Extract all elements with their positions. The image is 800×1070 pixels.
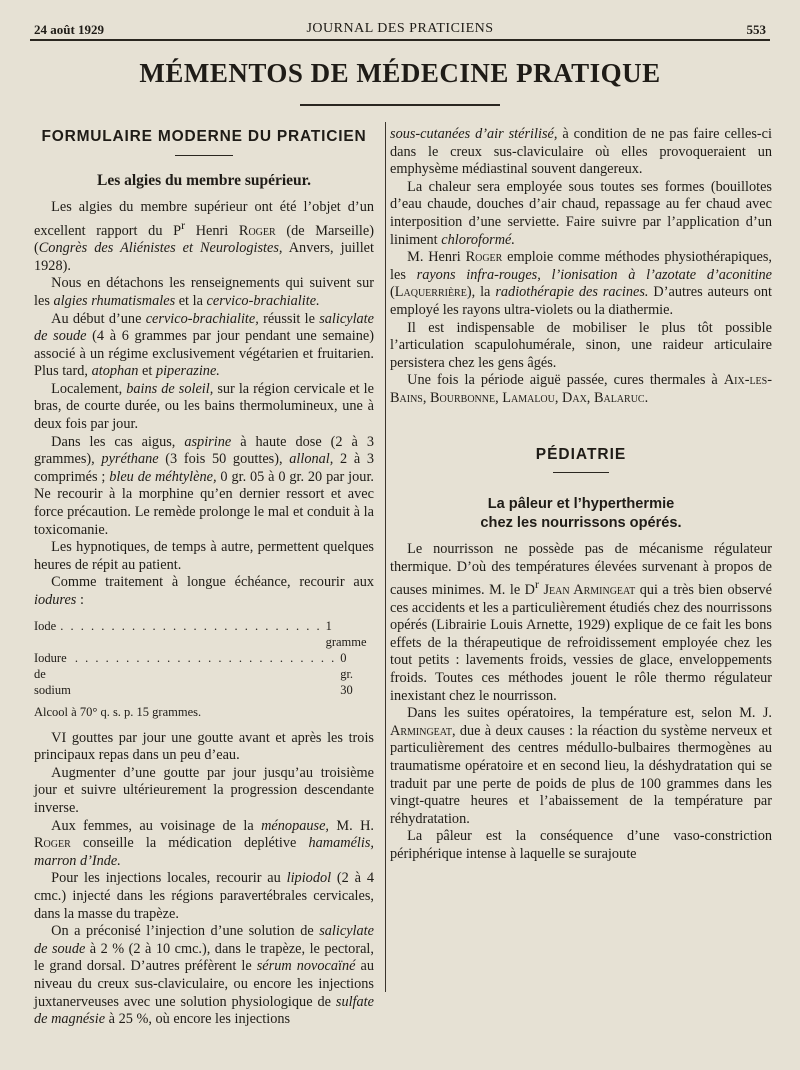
prescription-line: Iode . . . . . . . . . . . . . . . . . . . . . . . . . . 1 gramme	[34, 618, 367, 649]
paragraph: VI gouttes par jour une goutte avant et après les trois principaux repas dans un peu d’eau.	[34, 729, 374, 764]
prescription-line: Iodure de sodium . . . . . . . . . . . . . . . . . . . . . . . . . . 0 gr. 30	[34, 650, 354, 697]
paragraph: sous-cutanées d’air stérilisé, à condition de ne pas faire celles-ci dans le creux sus-claviculaire où elles provoqueraient un emphysème médiastinal souvent dangereux.	[390, 126, 772, 178]
paragraph: Dans les suites opératoires, la température est, selon M. J. Armingeat, due à deux causes : la réaction du système nerveux et particulièrement des centres médullo-bulbaires thermogènes au traumatisme opératoire et en second lieu, la déshydratation qui se traduit par une perte de poids de plus de 100 grammes dans les vingt-quatre heures et l’abaissement de la température par réhydratation.	[390, 705, 772, 827]
prescription-qs: Alcool à 70° q. s. p. 15 grammes.	[34, 704, 202, 719]
paragraph: Localement, bains de soleil, sur la région cervicale et le bras, de courte durée, ou les bains thermolumineux, une à deux fois par jour.	[34, 380, 374, 433]
paragraph: Il est indispensable de mobiliser le plus tôt possible l’articulation scapulohumérale, sinon, une raideur articulaire persistera chez les gens âgés.	[390, 319, 772, 371]
paragraph: Augmenter d’une goutte par jour jusqu’au troisième jour et suivre ultérieurement la progression descendante inverse.	[34, 764, 374, 816]
page-title: MÉMENTOS DE MÉDECINE PRATIQUE	[139, 58, 661, 88]
section-title: FORMULAIRE MODERNE DU PRATICIEN	[41, 128, 367, 145]
paragraph: La chaleur sera employée sous toutes ses formes (bouillotes d’eau chaude, douches d’air chaud, repassage au fer chaud avec interposition d’une serviette. Faire suivre par l’application d’un liniment chloroformé.	[390, 178, 772, 248]
paragraph: La pâleur est la conséquence d’une vaso-constriction périphérique intense à laquelle se surajoute	[390, 828, 772, 862]
header-date: 24 août 1929	[34, 22, 105, 37]
article-title: Les algies du membre supérieur.	[97, 171, 311, 189]
paragraph: Nous en détachons les renseignements qui suivent sur les algies rhumatismales et la cervico-brachialite.	[34, 275, 374, 309]
article-title: La pâleur et l’hyperthermie chez les nourrissons opérés.	[480, 496, 682, 532]
section-title-pediatrie: PÉDIATRIE	[535, 445, 627, 463]
paragraph: On a préconisé l’injection d’une solution de salicylate de soude à 2 % (2 à 10 cmc.), dans le trapèze, le pectoral, le grand dorsal. D’autres préfèrent le sérum novocaïné au niveau du creux sus-claviculaire, ou encore les injections juxtanerveuses avec une solution physiologique de sulfate de magnésie à 25 %, où encore les injections	[34, 923, 374, 1028]
right-column	[390, 126, 772, 864]
header-rule	[30, 39, 770, 41]
paragraph: M. Henri Roger emploie comme méthodes physiothérapiques, les rayons infra-rouges, l’ionisation à l’azotate d’aconitine (Laquerrière), la radiothérapie des racines. D’autres auteurs ont employé les rayons ultra-violets ou la diathermie.	[390, 249, 773, 318]
paragraph: Au début d’une cervico-brachialite, réussit le salicylate de soude (4 à 6 grammes par jour pendant une semaine) associé à un régime exclusivement végétarien et fruitarien. Plus tard, atophan et piperazine.	[34, 310, 375, 380]
paragraph: Aux femmes, au voisinage de la ménopause, M. H. Roger conseille la médication deplétive hamamélis, marron d’Inde.	[34, 817, 374, 869]
section-rule	[553, 472, 609, 473]
header-journal: JOURNAL DES PRATICIENS	[306, 21, 494, 36]
running-header	[34, 18, 766, 40]
prescription	[34, 618, 374, 720]
paragraph: Les algies du membre supérieur ont été l’objet d’un excellent rapport du $P^r$ Henri Roger (de Marseille) (Congrès des Aliénistes et Neurologistes, Anvers, juillet 1928).	[34, 199, 374, 274]
title-rule	[300, 104, 500, 106]
paragraph: Une fois la période aiguë passée, cures thermales à Aix-les-Bains, Bourbonne, Lamalou, Dax, Balaruc.	[390, 372, 772, 406]
paragraph: Comme traitement à longue échéance, recourir aux iodures :	[34, 574, 374, 609]
paragraph: Pour les injections locales, recourir au lipiodol (2 à 4 cmc.) injecté dans les régions paravertébrales cervicales, dans la masse du trapèze.	[34, 870, 374, 922]
column-divider	[385, 122, 386, 992]
section-rule	[175, 155, 233, 156]
paragraph: Dans les cas aigus, aspirine à haute dose (2 à 3 grammes), pyréthane (3 fois 50 gouttes), allonal, 2 à 3 comprimés ; bleu de méhtylène, 0 gr. 05 à 0 gr. 20 par jour. Ne recourir à la morphine qu’en dernier ressort et avec force précaution. Le remède prolonge le mal et conduit à la toxicomanie.	[34, 433, 374, 538]
paragraph: Le nourrisson ne possède pas de mécanisme régulateur thermique. D’où des températures élevées survenant à propos de causes minimes. M. le $D^r$ Jean Armingeat qui a très bien observé ces accidents et les a particulièrement étudiés chez des nourrissons opérés (Librairie Louis Arnette, 1929) explique de ce fait les bons effets de la thérapeutique de refroidissement employée chez les tout petits : lavements froids, vessies de glace, enveloppements froids. Toutes ces méthodes jouent le rôle thermo régulateur inexistant chez le nourrisson.	[390, 541, 772, 704]
paragraph: Les hypnotiques, de temps à autre, permettent quelques heures de répit au patient.	[34, 539, 374, 573]
left-column	[34, 126, 374, 1029]
page-number: 553	[746, 22, 766, 37]
